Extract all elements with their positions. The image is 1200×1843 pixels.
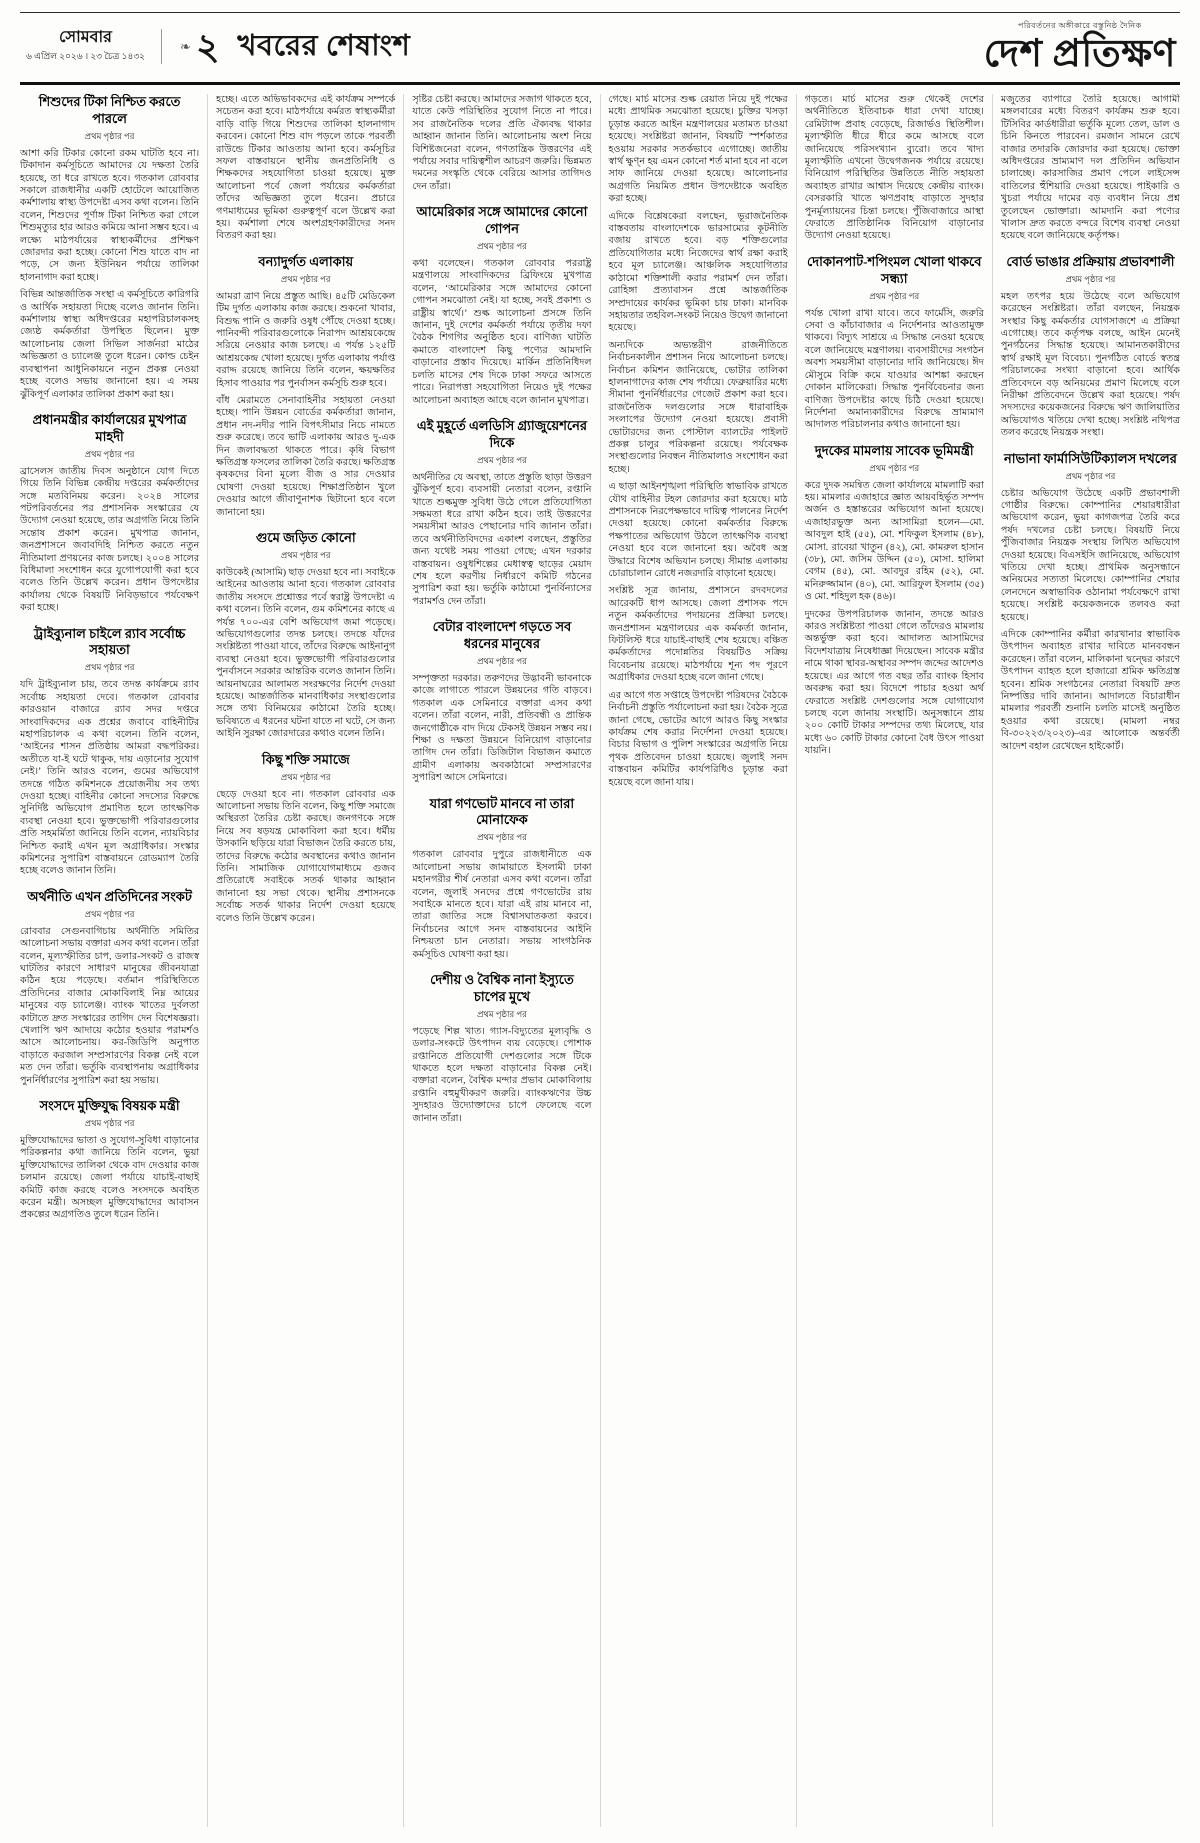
article-body: সৃষ্টির চেষ্টা করছে। আমাদের সজাগ থাকতে হবে, যাতে কেউ পরিস্থিতির সুযোগ নিতে না পারে। সব রাজনৈতিক দলের প্রতি ঐক্যবদ্ধ থাকার আহ্বান জানান তিনি। আলোচনায় অংশ নিয়ে বিশিষ্টজনেরা বলেন, গণতান্ত্রিক উত্তরণের এই পর্যায়ে সবার দায়িত্বশীল আচরণ জরুরি। ভিন্নমত দমনের সংস্কৃতি থেকে বেরিয়ে আসার তাগিদও দেন তাঁরা।: [412, 94, 592, 192]
article-headline: শিশুদের টিকা নিশ্চিত করতে পারলে: [38, 94, 181, 126]
article-body: কাউকেই (আসামি) ছাড় দেওয়া হবে না। সবাইকে আইনের আওতায় আনা হবে। গতকাল রোববার জাতীয় সংসদে প্রশ্নোত্তর পর্বে স্বরাষ্ট্র উপদেষ্টা এ কথা বলেন। তিনি বলেন, গুম কমিশনের কাছে এ পর্যন্ত ৭০০-এর বেশি অভিযোগ জমা পড়েছে। অভিযোগগুলোর তদন্ত চলছে। তদন্তে যাঁদের সংশ্লিষ্টতা পাওয়া যাবে, তাঁদের বিরুদ্ধে আইনানুগ ব্যবস্থা নেওয়া হবে। ভুক্তভোগী পরিবারগুলোর পুনর্বাসনে সরকার আন্তরিক বলেও জানান তিনি। আয়নাঘরের আলামত সংরক্ষণের নির্দেশ দেওয়া হয়েছে। আন্তর্জাতিক মানবাধিকার সংস্থাগুলোর সঙ্গে তথ্য বিনিময়ের কাঠামো তৈরি হচ্ছে। ভবিষ্যতে এ ধরনের ঘটনা যাতে না ঘটে, সে জন্য আইনি সুরক্ষা জোরদারের কথাও বলেন তিনি।: [216, 566, 396, 740]
page-number: ২: [195, 26, 220, 67]
article-headline: সংসদে মুক্তিযুদ্ধ বিষয়ক মন্ত্রী: [39, 1098, 180, 1114]
article-headline: এই মুহূর্তে এলডিসি গ্র্যাজুয়েশনের দিকে: [416, 417, 588, 450]
article-kicker: প্রথম পৃষ্ঠার পর: [477, 655, 527, 666]
article-kicker: প্রথম পৃষ্ঠার পর: [869, 462, 920, 473]
article-headline: নাভানা ফার্মাসিউটিক্যালস দখলের: [1004, 450, 1177, 466]
weekday-label: সোমবার: [59, 28, 112, 46]
article-body: এর আগে গত সপ্তাহে উপদেষ্টা পরিষদের বৈঠকে নির্বাচনী প্রস্তুতি পর্যালোচনা করা হয়। বৈঠক সূত্রে জানা গেছে, ভোটের আগে আরও কিছু সংস্কার কার্যক্রম শেষ করার নির্দেশনা দেওয়া হয়েছে। বিচার বিভাগ ও পুলিশ সংস্কারের অগ্রগতি নিয়ে পৃথক প্রতিবেদন চাওয়া হয়েছে। জুলাই সনদ বাস্তবায়ন কমিটির কার্যপরিধিও চূড়ান্ত করা হয়েছে বলে জানা যায়।: [608, 689, 788, 788]
article-body: করে দুদক সমন্বিত জেলা কার্যালয়ে মামলাটি করা হয়। মামলার এজাহারে জ্ঞাত আয়বহির্ভূত সম্পদ অর্জন ও হস্তান্তরের অভিযোগ আনা হয়েছে। এজাহারভুক্ত অন্য আসামিরা হলেন—মো. আবদুল হাই (৫৫), মো. শফিকুল ইসলাম (৪৮), মোসা. রাবেয়া খাতুন (৪২), মো. কামরুল হাসান (৩৮), মো. জসিম উদ্দিন (৫০), মোসা. হালিমা বেগম (৪৫), মো. আবদুর রহিম (৫২), মো. মনিরুজ্জামান (৪০), মো. আরিফুল ইসলাম (৩৫) ও মো. শহিদুল হক (৪৬)।: [804, 479, 984, 603]
article-body: ব্রাসেলস জাতীয় দিবস অনুষ্ঠানে যোগ দিতে গিয়ে তিনি বিভিন্ন কেন্দ্রীয় দপ্তরের কর্মকর্তাদের সঙ্গে মতবিনিময় করেন। ২০২৪ সালের পটপরিবর্তনের পর প্রশাসনিক সংস্কারের যে উদ্যোগ নেওয়া হয়েছে, তার অগ্রগতি নিয়ে তিনি সন্তোষ প্রকাশ করেন। মুখপাত্র জানান, জনপ্রশাসনে জবাবদিহি নিশ্চিত করতে নতুন নীতিমালা প্রণয়নের কাজ চলছে। ২০০৪ সালের বিধিমালা সংশোধন করে যুগোপযোগী করা হবে বলেও তিনি উল্লেখ করেন। প্রধান উপদেষ্টার কার্যালয় থেকে বিষয়টি নিবিড়ভাবে পর্যবেক্ষণ করা হচ্ছে।: [20, 465, 200, 614]
article-kicker: প্রথম পৃষ্ঠার পর: [84, 908, 135, 919]
article-kicker: প্রথম পৃষ্ঠার পর: [477, 241, 527, 252]
section-title: খবরের শেষাংশ: [237, 30, 411, 62]
article-body: রোববার সেগুনবাগিচায় অর্থনীতি সমিতির আলোচনা সভায় বক্তারা এসব কথা বলেন। তাঁরা বলেন, মূল্যস্ফীতির চাপ, ডলার-সংকট ও রাজস্ব ঘাটতির কারণে সাধারণ মানুষের জীবনযাত্রা কঠিন হয়ে পড়েছে। বর্তমান পরিস্থিতিতে প্রতিদিনের বাজার মোকাবিলাই নিম্ন আয়ের মানুষের বড় চ্যালেঞ্জ। ব্যাংক খাতের দুর্বলতা কাটাতে দ্রুত সংস্কারের তাগিদ দেন বিশেষজ্ঞরা। খেলাপি ঋণ আদায়ে কঠোর হওয়ার পরামর্শও আসে আলোচনায়। কর-জিডিপি অনুপাত বাড়াতে করজাল সম্প্রসারণের বিকল্প নেই বলে মত দেন তাঁরা। ভর্তুকি ব্যবস্থাপনায় অগ্রাধিকার পুনর্নির্ধারণের সুপারিশ করা হয় সভায়।: [20, 925, 200, 1086]
date-label: ৬ এপ্রিল ২০২৬ । ২৩ চৈত্র ১৪৩২: [26, 51, 146, 62]
article-kicker: প্রথম পৃষ্ঠার পর: [1065, 470, 1116, 481]
article-kicker: প্রথম পৃষ্ঠার পর: [84, 130, 135, 141]
article-headline: প্রধানমন্ত্রীর কার্যালয়ের মুখপাত্র মাহদী: [32, 411, 187, 444]
article-body: যদি ট্রাইব্যুনাল চায়, তবে তদন্ত কার্যক্রমে র‌্যাব সর্বোচ্চ সহায়তা দেবে। গতকাল রোববার কারওয়ান বাজারে র‌্যাব সদর দপ্তরে সাংবাদিকদের এক প্রশ্নের জবাবে বাহিনীটির মহাপরিচালক এ কথা বলেন। তিনি বলেন, ‘আইনের শাসন প্রতিষ্ঠায় আমরা বদ্ধপরিকর। অতীতে যা-ই ঘটে থাকুক, দায় এড়ানোর সুযোগ নেই।’ তিনি আরও বলেন, গুমের অভিযোগ তদন্তে গঠিত কমিশনকে প্রয়োজনীয় সব তথ্য দেওয়া হচ্ছে। বাহিনীর কোনো সদস্যের বিরুদ্ধে সুনির্দিষ্ট অভিযোগ প্রমাণিত হলে তাৎক্ষণিক ব্যবস্থা নেওয়া হবে। ভুক্তভোগী পরিবারগুলোর প্রতি সহমর্মিতা জানিয়ে তিনি বলেন, ন্যায়বিচার নিশ্চিত করাই এখন মূল অগ্রাধিকার। সংস্কার কমিশনের সুপারিশ বাস্তবায়নে রোডম্যাপ তৈরি হচ্ছে বলেও জানান তিনি।: [20, 679, 200, 877]
article-body: পড়েছে শিল্প খাত। গ্যাস-বিদ্যুতের মূল্যবৃদ্ধি ও ডলার-সংকটে উৎপাদন ব্যয় বেড়েছে। পোশাক রপ্তানিতে প্রতিযোগী দেশগুলোর সঙ্গে টিকে থাকতে হলে দক্ষতা বাড়ানোর বিকল্প নেই। বক্তারা বলেন, বৈশ্বিক মন্দার প্রভাব মোকাবিলায় রপ্তানি বহুমুখীকরণ জরুরি। ব্যাংকঋণের উচ্চ সুদহারও উদ্যোক্তাদের চাপে ফেলেছে বলে জানান তাঁরা।: [412, 1025, 592, 1124]
article-body: অন্যদিকে অভ্যন্তরীণ রাজনীতিতে নির্বাচনকালীন প্রশাসন নিয়ে আলোচনা চলছে। নির্বাচন কমিশন জানিয়েছে, ভোটার তালিকা হালনাগাদের কাজ শেষ পর্যায়ে। ফেব্রুয়ারির মধ্যে সীমানা পুনর্নির্ধারণের গেজেট প্রকাশ করা হবে। রাজনৈতিক দলগুলোর সঙ্গে ধারাবাহিক সংলাপের উদ্যোগ নেওয়া হয়েছে। প্রবাসী ভোটারদের জন্য পোস্টাল ব্যালটের পাইলট প্রকল্প চালুর পরিকল্পনা রয়েছে। পর্যবেক্ষক সংস্থাগুলোর নিবন্ধন নীতিমালাও সংশোধন করা হচ্ছে।: [608, 339, 788, 475]
article-body: মজুতের ব্যাপারে তৈরি হয়েছে। আগামী মঙ্গলবারের মধ্যে বিতরণ কার্যক্রম শুরু হবে। টিসিবির কার্ডধারীরা ভর্তুকি মূল্যে তেল, ডাল ও চিনি কিনতে পারবেন। রমজান সামনে রেখে বাজার তদারকি জোরদার করা হয়েছে। ভোক্তা অধিদপ্তরের ভ্রাম্যমাণ দল প্রতিদিন অভিযান চালাচ্ছে। কারসাজির প্রমাণ পেলে লাইসেন্স বাতিলের হুঁশিয়ারি দেওয়া হয়েছে। পাইকারি ও খুচরা পর্যায়ে দামের বড় ব্যবধান নিয়ে প্রশ্ন তুলেছেন ভোক্তারা। আমদানি করা পণ্যের খালাস দ্রুত করতে বন্দরে বিশেষ ব্যবস্থা নেওয়া হয়েছে বলে জানিয়েছে কর্তৃপক্ষ।: [1000, 94, 1180, 242]
article-kicker: প্রথম পৃষ্ঠার পর: [869, 290, 920, 301]
article-body: ছেড়ে দেওয়া হবে না। গতকাল রোববার এক আলোচনা সভায় তিনি বলেন, কিছু শক্তি সমাজে অস্থিরতা তৈরির চেষ্টা করছে। জনগণকে সঙ্গে নিয়ে সব ষড়যন্ত্র মোকাবিলা করা হবে। ধর্মীয় উসকানি ছড়িয়ে যারা বিভাজন তৈরি করতে চায়, তাদের বিরুদ্ধে কঠোর অবস্থানের কথাও জানান তিনি। সামাজিক যোগাযোগমাধ্যমে গুজব প্রতিরোধে সবাইকে সতর্ক থাকার আহ্বান জানানো হয় সভা থেকে। স্থানীয় প্রশাসনকে সর্বোচ্চ সতর্ক থাকার নির্দেশ দেওয়া হয়েছে বলেও তিনি উল্লেখ করেন।: [216, 788, 396, 924]
article-body: সংশ্লিষ্ট সূত্র জানায়, প্রশাসনে রদবদলের আরেকটি ধাপ আসছে। জেলা প্রশাসক পদে নতুন কর্মকর্তাদের পদায়নের প্রক্রিয়া চলছে। জনপ্রশাসন মন্ত্রণালয়ের এক কর্মকর্তা জানান, ফিটলিস্ট ধরে যাচাই-বাছাই শেষ হয়েছে। বঞ্চিত কর্মকর্তাদের পদোন্নতির বিষয়টিও সক্রিয় বিবেচনায় রয়েছে। মাঠপর্যায়ে শূন্য পদ পূরণে অগ্রাধিকার দেওয়া হচ্ছে বলে জানা গেছে।: [608, 585, 788, 684]
article-kicker: প্রথম পৃষ্ঠার পর: [477, 832, 527, 843]
article-headline: বন্যাদুর্গত এলাকায়: [258, 253, 354, 269]
paper-tagline: পরিবর্তনের অঙ্গীকারে বস্তুনিষ্ঠ দৈনিক: [1018, 21, 1142, 30]
news-column-6: [992, 94, 1180, 1827]
article-headline: দোকানপাট-শপিংমল খোলা থাকবে সন্ধ্যা: [807, 253, 982, 286]
paper-name: দেশ প্রতিক্ষণ: [983, 33, 1176, 75]
article-body: মহল তৎপর হয়ে উঠেছে বলে অভিযোগ করেছেন সংশ্লিষ্টরা। তাঁরা বলছেন, নিয়ন্ত্রক সংস্থার কিছু কর্মকর্তার যোগসাজশে এ প্রক্রিয়া এগোচ্ছে। তবে কর্তৃপক্ষ বলছে, আইন মেনেই পুনর্গঠনের সিদ্ধান্ত হয়েছে। আমানতকারীদের স্বার্থ রক্ষাই মূল বিবেচ্য। পুনর্গঠিত বোর্ডে স্বতন্ত্র পরিচালকের সংখ্যা বাড়ানো হবে। আর্থিক প্রতিবেদনে বড় অনিয়মের প্রমাণ মিলেছে বলে নিরীক্ষা প্রতিবেদনে উল্লেখ করা হয়েছে। পর্ষদ সদস্যদের কয়েকজনের বিরুদ্ধে ঋণ জালিয়াতির অভিযোগও খতিয়ে দেখা হচ্ছে। সংশ্লিষ্ট নথিপত্র তলব করেছে নিয়ন্ত্রক সংস্থা।: [1000, 290, 1180, 439]
article-body: কথা বলেছেন। গতকাল রোববার পররাষ্ট্র মন্ত্রণালয়ে সাংবাদিকদের ব্রিফিংয়ে মুখপাত্র বলেন, ‘আমেরিকার সঙ্গে আমাদের কোনো গোপন সমঝোতা নেই। যা হচ্ছে, সবই প্রকাশ্য ও রাষ্ট্রীয় স্বার্থে।’ শুল্ক আলোচনা প্রসঙ্গে তিনি জানান, দুই দেশের কর্মকর্তা পর্যায়ে তৃতীয় দফা বৈঠক শিগগির অনুষ্ঠিত হবে। বাণিজ্য ঘাটতি কমাতে বাংলাদেশ কিছু পণ্যের আমদানি বাড়ানোর প্রস্তাব দিয়েছে। মার্কিন প্রতিনিধিদল চলতি মাসের শেষ দিকে ঢাকা সফরে আসতে পারে। নিরাপত্তা সহযোগিতা নিয়েও দুই পক্ষের আলোচনা অব্যাহত আছে বলে জানান মুখপাত্র।: [412, 258, 592, 406]
article-body: হচ্ছে। এতে অভিভাবকদের এই কার্যক্রম সম্পর্কে সচেতন করা হবে। মাঠপর্যায়ে কর্মরত স্বাস্থ্যকর্মীরা বাড়ি বাড়ি গিয়ে শিশুদের তালিকা হালনাগাদ করবেন। কোনো শিশু বাদ পড়লে তাকে পরবর্তী রাউন্ডে টিকার আওতায় আনা হবে। কর্মসূচির সফল বাস্তবায়নে স্থানীয় জনপ্রতিনিধি ও শিক্ষকদের সহযোগিতা চাওয়া হয়েছে। মুক্ত আলোচনা পর্বে জেলা পর্যায়ের কর্মকর্তারা তাঁদের অভিজ্ঞতা তুলে ধরেন। প্রচারে গণমাধ্যমের ভূমিকা গুরুত্বপূর্ণ বলে উল্লেখ করা হয়। কর্মশালা শেষে অংশগ্রহণকারীদের সনদ বিতরণ করা হয়।: [216, 94, 396, 242]
article-headline: ট্রাইব্যুনাল চাইলে র‌্যাব সর্বোচ্চ সহায়তা: [33, 625, 186, 658]
article-kicker: প্রথম পৃষ্ঠার পর: [1065, 273, 1116, 284]
article-body: দুদকের উপপরিচালক জানান, তদন্তে আরও কারও সংশ্লিষ্টতা পাওয়া গেলে তাঁদেরও মামলায় অন্তর্ভুক্ত করা হবে। আদালত আসামিদের বিদেশযাত্রায় নিষেধাজ্ঞা দিয়েছেন। সাবেক মন্ত্রীর নামে থাকা স্থাবর-অস্থাবর সম্পদ জব্দের আদেশও হয়েছে। এর আগে গত বছর তাঁর ব্যাংক হিসাব অবরুদ্ধ করা হয়। বিদেশে পাচার হওয়া অর্থ ফেরাতে সংশ্লিষ্ট দেশগুলোর সঙ্গে যোগাযোগ চলছে বলে জানায় সংস্থাটি। অনুসন্ধানে প্রায় ২০০ কোটি টাকার সম্পদের তথ্য মিলেছে, যার মধ্যে ৬০ কোটি টাকার কোনো বৈধ উৎস পাওয়া যায়নি।: [804, 608, 984, 757]
masthead-brand-block: [984, 20, 1176, 73]
article-kicker: প্রথম পৃষ্ঠার পর: [280, 771, 331, 782]
news-column-5: [796, 94, 992, 1827]
article-kicker: প্রথম পৃষ্ঠার পর: [280, 273, 331, 284]
article-kicker: প্রথম পৃষ্ঠার পর: [477, 1008, 527, 1019]
article-body: গড়তে। মার্চ মাসের শুরু থেকেই দেশের অর্থনীতিতে ইতিবাচক ধারা দেখা যাচ্ছে। রেমিট্যান্স প্রবাহ বেড়েছে, রিজার্ভও স্থিতিশীল। মূল্যস্ফীতি ধীরে ধীরে কমে আসছে বলে জানিয়েছে পরিসংখ্যান ব্যুরো। তবে খাদ্য মূল্যস্ফীতি এখনো উদ্বেগজনক পর্যায়ে রয়েছে। বিনিয়োগ পরিস্থিতির উন্নতিতে নীতি সহায়তা অব্যাহত রাখার আশ্বাস দিয়েছে কেন্দ্রীয় ব্যাংক। বেসরকারি খাতে ঋণপ্রবাহ বাড়াতে সুদহার পুনর্মূল্যায়নের চিন্তা চলছে। পুঁজিবাজারে আস্থা ফেরাতে প্রাতিষ্ঠানিক বিনিয়োগ বাড়ানোর উদ্যোগ নেওয়া হয়েছে।: [804, 94, 984, 242]
article-body: চেষ্টার অভিযোগ উঠেছে একটি প্রভাবশালী গোষ্ঠীর বিরুদ্ধে। কোম্পানির শেয়ারধারীরা অভিযোগ করেন, ভুয়া কাগজপত্র তৈরি করে পর্ষদ দখলের চেষ্টা চলছে। বিষয়টি নিয়ে পুঁজিবাজার নিয়ন্ত্রক সংস্থায় লিখিত অভিযোগ দেওয়া হয়েছে। বিএসইসি জানিয়েছে, অভিযোগ খতিয়ে দেখা হচ্ছে। প্রাথমিক অনুসন্ধানে অনিয়মের সত্যতা মিলেছে। কোম্পানির শেয়ার লেনদেনে অস্বাভাবিক ওঠানামা পর্যবেক্ষণে রাখা হয়েছে। সংশ্লিষ্ট কয়েকজনকে তলবও করা হয়েছে।: [1000, 487, 1180, 623]
article-body: বিভিন্ন আন্তর্জাতিক সংস্থা এ কর্মসূচিতে কারিগরি ও আর্থিক সহায়তা দিচ্ছে বলেও জানান তিনি। কর্মশালায় স্বাস্থ্য অধিদপ্তরের মহাপরিচালকসহ জ্যেষ্ঠ কর্মকর্তারা উপস্থিত ছিলেন। মুক্ত আলোচনায় জেলা সিভিল সার্জনরা মাঠের অভিজ্ঞতা ও চ্যালেঞ্জ তুলে ধরেন। কোল্ড চেইন ব্যবস্থাপনা আধুনিকায়নে নতুন প্রকল্প নেওয়া হচ্ছে বলেও সভায় জানানো হয়। এ সময় ঝুঁকিপূর্ণ এলাকার তালিকা প্রকাশ করা হয়।: [20, 289, 200, 400]
article-body: পর্যন্ত খোলা রাখা যাবে। তবে ফার্মেসি, জরুরি সেবা ও কাঁচাবাজার এ নির্দেশনার আওতামুক্ত থাকবে। বিদ্যুৎ সাশ্রয়ে এ সিদ্ধান্ত নেওয়া হয়েছে বলে জানিয়েছে মন্ত্রণালয়। ব্যবসায়ীদের সংগঠন অবশ্য সময়সীমা বাড়ানোর দাবি জানিয়েছে। ঈদ মৌসুমে বিক্রি কমে যাওয়ার আশঙ্কা করছেন দোকান মালিকেরা। সিদ্ধান্ত পুনর্বিবেচনার জন্য বাণিজ্য উপদেষ্টার কাছে চিঠি দেওয়া হয়েছে। নির্দেশনা অমান্যকারীদের বিরুদ্ধে ভ্রাম্যমাণ আদালত পরিচালনার কথাও জানানো হয়।: [804, 307, 984, 431]
ornament-icon: ❧: [180, 39, 191, 54]
article-headline: দেশীয় ও বৈশ্বিক নানা ইস্যুতে চাপের মুখে: [430, 972, 574, 1004]
article-body: মুক্তিযোদ্ধাদের ভাতা ও সুযোগ-সুবিধা বাড়ানোর পরিকল্পনার কথা জানিয়ে তিনি বলেন, ভুয়া মুক্তিযোদ্ধাদের তালিকা থেকে বাদ দেওয়ার কাজ চলমান রয়েছে। জেলা পর্যায়ে যাচাই-বাছাই কমিটি কাজ করছে বলেও সংসদকে অবহিত করেন মন্ত্রী। অসচ্ছল মুক্তিযোদ্ধাদের আবাসন প্রকল্পের অগ্রগতিও তুলে ধরেন তিনি।: [20, 1134, 200, 1221]
page-number-block: [180, 26, 220, 67]
article-headline: কিছু শক্তি সমাজে: [261, 751, 350, 767]
article-headline: দুদকের মামলায় সাবেক ভূমিমন্ত্রী: [814, 442, 974, 458]
article-kicker: প্রথম পৃষ্ঠার পর: [477, 454, 527, 465]
article-headline: যারা গণভোট মানবে না তারা মোনাফেক: [429, 795, 575, 828]
news-column-1: [20, 94, 207, 1827]
article-body: এদিকে কোম্পানির কর্মীরা কারখানার স্বাভাবিক উৎপাদন অব্যাহত রাখার দাবিতে মানববন্ধন করেছেন। তাঁরা বলেন, মালিকানা দ্বন্দ্বের কারণে উৎপাদন ব্যাহত হলে হাজারো শ্রমিক ক্ষতিগ্রস্ত হবেন। শ্রমিক সংগঠনের নেতারা বিষয়টি দ্রুত নিষ্পত্তির দাবি জানান। আদালতে বিচারাধীন মামলার পরবর্তী শুনানি চলতি মাসেই অনুষ্ঠিত হওয়ার কথা রয়েছে। (মামলা নম্বর বি-৩০২২৩/২০২৩)–এর আলোকে অন্তর্বর্তী আদেশ বহাল রেখেছেন হাইকোর্ট।: [1000, 629, 1180, 752]
article-kicker: প্রথম পৃষ্ঠার পর: [84, 448, 135, 459]
article-body: গেছে। মার্চ মাসের শুল্ক রেয়াত নিয়ে দুই পক্ষের মধ্যে প্রাথমিক সমঝোতা হয়েছে। চুক্তির খসড়া চূড়ান্ত করতে আইন মন্ত্রণালয়ের মতামত চাওয়া হয়েছে। সংশ্লিষ্টরা জানান, বিষয়টি স্পর্শকাতর হওয়ায় সরকার সতর্কভাবে এগোচ্ছে। জাতীয় স্বার্থ ক্ষুণ্ন হয় এমন কোনো শর্ত মানা হবে না বলে সাফ জানিয়ে দেওয়া হয়েছে। আলোচনার অগ্রগতি নিয়মিত প্রধান উপদেষ্টাকে অবহিত করা হচ্ছে।: [608, 94, 788, 205]
article-body: অর্থনীতির যে অবস্থা, তাতে প্রস্তুতি ছাড়া উত্তরণ ঝুঁকিপূর্ণ হবে। ব্যবসায়ী নেতারা বলেন, রপ্তানি খাতে শুল্কমুক্ত সুবিধা উঠে গেলে প্রতিযোগিতা সক্ষমতা ধরে রাখা কঠিন হবে। তাই উত্তরণের সময়সীমা আরও পেছানোর দাবি জানান তাঁরা। তবে অর্থনীতিবিদদের একাংশ বলছেন, প্রস্তুতির জন্য যথেষ্ট সময় পাওয়া গেছে; এখন দরকার বাস্তবায়ন। ওষুধশিল্পের মেধাস্বত্ব ছাড়ের মেয়াদ শেষ হলে করণীয় নির্ধারণে কমিটি গঠনের সুপারিশ করা হয়। ভর্তুকি কাঠামো পুনর্বিন্যাসের পরামর্শও দেন তাঁরা।: [412, 471, 592, 607]
article-kicker: প্রথম পৃষ্ঠার পর: [84, 662, 135, 673]
article-headline: বেটার বাংলাদেশ গড়তে সব ধরনের মানুষের: [432, 619, 572, 652]
masthead-date-block: [24, 29, 162, 65]
article-body: এদিকে বিশ্লেষকেরা বলছেন, ভূরাজনৈতিক বাস্তবতায় বাংলাদেশকে ভারসাম্যের কূটনীতি বজায় রাখতে হবে। বড় শক্তিগুলোর প্রতিযোগিতার মধ্যে নিজেদের স্বার্থ রক্ষা করাই হবে মূল চ্যালেঞ্জ। আঞ্চলিক সহযোগিতার কাঠামো শক্তিশালী করার পরামর্শ দেন তাঁরা। রোহিঙ্গা প্রত্যাবাসন প্রশ্নে আন্তর্জাতিক সম্প্রদায়ের কার্যকর ভূমিকা চায় ঢাকা। মানবিক সহায়তার তহবিল-সংকট নিয়েও উদ্বেগ জানানো হয়েছে।: [608, 210, 788, 334]
article-body: আমরা ত্রাণ নিয়ে প্রস্তুত আছি। ৪৫টি মেডিকেল টিম দুর্গত এলাকায় কাজ করছে। শুকনো খাবার, বিশুদ্ধ পানি ও জরুরি ওষুধ পৌঁছে দেওয়া হচ্ছে। পানিবন্দী পরিবারগুলোকে নিরাপদ আশ্রয়কেন্দ্রে সরিয়ে নেওয়ার কাজ চলছে। এ পর্যন্ত ১২৫টি আশ্রয়কেন্দ্র খোলা হয়েছে। দুর্গত এলাকায় পর্যাপ্ত বরাদ্দ রয়েছে জানিয়ে তিনি বলেন, ক্ষয়ক্ষতির হিসাব পাওয়ার পর পুনর্বাসন কর্মসূচি শুরু হবে।: [216, 290, 396, 389]
masthead: [20, 12, 1180, 85]
article-headline: অর্থনীতি এখন প্রতিদিনের সংকট: [27, 888, 192, 904]
article-kicker: প্রথম পৃষ্ঠার পর: [84, 1117, 135, 1128]
columns-grid: [20, 94, 1180, 1827]
article-body: আশা করি টিকার কোনো রকম ঘাটতি হবে না। টিকাদান কর্মসূচিতে আমাদের যে দক্ষতা তৈরি হয়েছে, তা ধরে রাখতে হবে। গতকাল রোববার সকালে রাজধানীর একটি হোটেলে আয়োজিত কর্মশালায় স্বাস্থ্য উপদেষ্টা এসব কথা বলেন। তিনি বলেন, শিশুদের পূর্ণাঙ্গ টিকা নিশ্চিত করা গেলে শিশুমৃত্যুর হার আরও কমিয়ে আনা সম্ভব হবে। এ লক্ষ্যে মাঠপর্যায়ের স্বাস্থ্যকর্মীদের প্রশিক্ষণ জোরদার করা হচ্ছে। কোনো শিশু যাতে বাদ না পড়ে, সে জন্য ইউনিয়ন পর্যায়ে তালিকা হালনাগাদ করা হচ্ছে।: [20, 147, 200, 283]
article-body: সম্পৃক্ততা দরকার। তরুণদের উদ্ভাবনী ভাবনাকে কাজে লাগাতে পারলে উন্নয়নের গতি বাড়বে। গতকাল এক সেমিনারে বক্তারা এসব কথা বলেন। তাঁরা বলেন, নারী, প্রতিবন্ধী ও প্রান্তিক জনগোষ্ঠীকে বাদ দিয়ে টেকসই উন্নয়ন সম্ভব নয়। শিক্ষা ও দক্ষতা উন্নয়নে বিনিয়োগ বাড়ানোর তাগিদ দেন তাঁরা। ডিজিটাল বিভাজন কমাতে গ্রামীণ এলাকায় অবকাঠামো সম্প্রসারণের সুপারিশ আসে সেমিনারে।: [412, 672, 592, 784]
article-headline: বোর্ড ভাঙার প্রক্রিয়ায় প্রভাবশালী: [1006, 253, 1175, 269]
news-column-4: [600, 94, 796, 1827]
article-headline: গুমে জড়িত কোনো: [255, 530, 356, 546]
article-headline: আমেরিকার সঙ্গে আমাদের কোনো গোপন: [416, 204, 588, 237]
news-column-3: [403, 94, 599, 1827]
article-body: এ ছাড়া আইনশৃঙ্খলা পরিস্থিতি স্বাভাবিক রাখতে যৌথ বাহিনীর টহল জোরদার করা হয়েছে। মাঠ প্রশাসনকে নিরপেক্ষভাবে দায়িত্ব পালনের নির্দেশ দেওয়া হয়েছে। কোনো কর্মকর্তার বিরুদ্ধে পক্ষপাতের অভিযোগ উঠলে তাৎক্ষণিক ব্যবস্থা নেওয়া হবে বলে জানানো হয়। অবৈধ অস্ত্র উদ্ধারে বিশেষ অভিযান চলছে। সীমান্ত এলাকায় চোরাচালান রোধে নজরদারি বাড়ানো হয়েছে।: [608, 481, 788, 580]
article-kicker: প্রথম পৃষ্ঠার পর: [280, 549, 331, 560]
article-body: গতকাল রোববার দুপুরে রাজধানীতে এক আলোচনা সভায় জামায়াতে ইসলামী ঢাকা মহানগরীর শীর্ষ নেতারা এসব কথা বলেন। তাঁরা বলেন, জুলাই সনদের প্রশ্নে গণভোটের রায় সবাইকে মানতে হবে। যারা এই রায় মানবে না, তারা জাতির সঙ্গে বিশ্বাসঘাতকতা করবে। নির্বাচনের আগে সনদ বাস্তবায়নের আইনি নিশ্চয়তা চান নেতারা। সভায় সাংগঠনিক কর্মসূচিও ঘোষণা করা হয়।: [412, 849, 592, 960]
article-body: বাঁধ মেরামতে সেনাবাহিনীর সহায়তা নেওয়া হচ্ছে। পানি উন্নয়ন বোর্ডের কর্মকর্তারা জানান, প্রধান নদ-নদীর পানি বিপৎসীমার নিচে নামতে শুরু করেছে। তবে ভাটি এলাকায় আরও দু-এক দিন জলাবদ্ধতা থাকতে পারে। কৃষি বিভাগ ক্ষতিগ্রস্ত ফসলের তালিকা তৈরি করছে। ক্ষতিগ্রস্ত কৃষকদের বিনা মূল্যে বীজ ও সার দেওয়ার ঘোষণা দেওয়া হয়েছে। শিক্ষাপ্রতিষ্ঠান খুলে দেওয়ার আগে জীবাণুনাশক ছিটানো হবে বলে জানানো হয়।: [216, 395, 396, 518]
news-column-2: [207, 94, 403, 1827]
